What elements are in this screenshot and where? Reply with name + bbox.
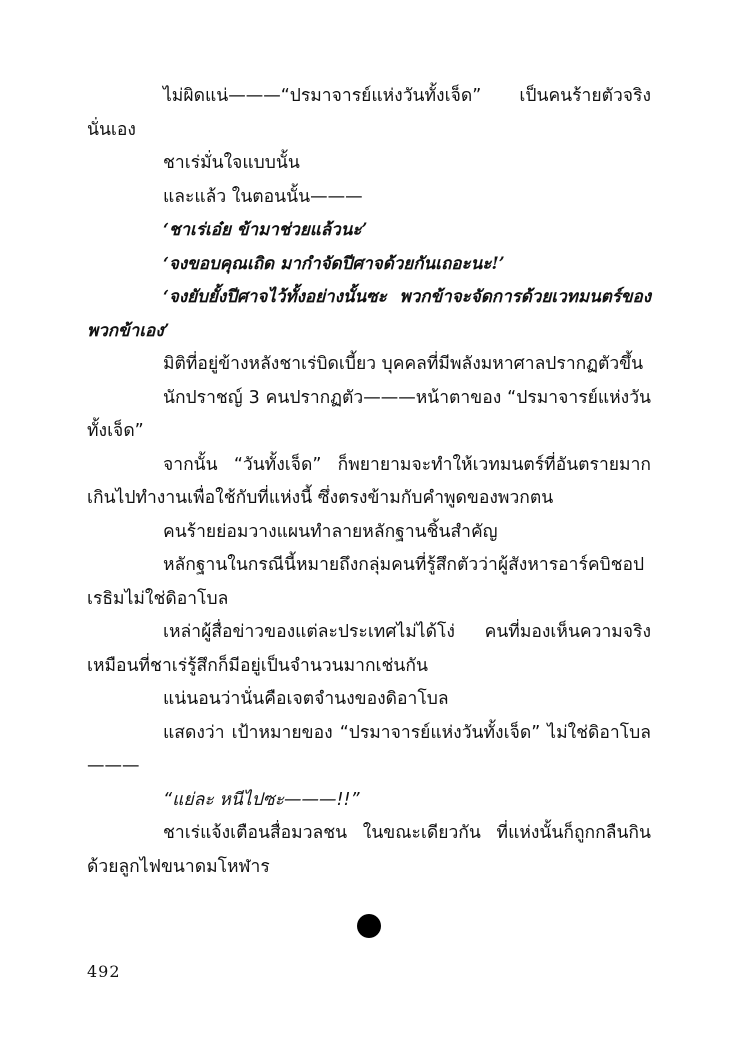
- paragraph: จากนั้น “วันทั้งเจ็ด” ก็พยายามจะทำให้เวทมนตร์ที่อันตรายมากเกินไปทำงานเพื่อใช้กับที่แห่งนี้ ซึ่งตรงข้ามกับคำพูดของพวกตน: [87, 454, 651, 508]
- paragraph: และแล้ว ในตอนนั้น———: [163, 186, 363, 207]
- paragraph: ไม่ผิดแน่———“ปรมาจารย์แห่งวันทั้งเจ็ด” เป็นคนร้ายตัวจริงนั่นเอง: [87, 86, 651, 140]
- paragraph: มิติที่อยู่ข้างหลังชาเร่บิดเบี้ยว บุคคลที่มีพลังมหาศาลปรากฏตัวขึ้น: [163, 354, 644, 374]
- italic-dialogue: “แย่ละ หนีไปซะ———!!”: [163, 789, 360, 810]
- bold-italic-dialogue: ‘จงขอบคุณเถิด มากำจัดปีศาจด้วยกันเถอะนะ!’: [163, 253, 505, 274]
- paragraph: แสดงว่า เป้าหมายของ “ปรมาจารย์แห่งวันทั้งเจ็ด” ไม่ใช่ดิอาโบล———: [87, 722, 651, 776]
- paragraph: เหล่าผู้สื่อข่าวของแต่ละประเทศไม่ได้โง่ คนที่มองเห็นความจริงเหมือนที่ชาเร่รู้สึกก็มีอยู่เป็นจำนวนมากเช่นกัน: [87, 622, 651, 676]
- body-text: [87, 80, 651, 884]
- paragraph: นักปราชญ์ 3 คนปรากฏตัว———หน้าตาของ “ปรมาจารย์แห่งวันทั้งเจ็ด”: [87, 387, 651, 441]
- paragraph: ชาเร่มั่นใจแบบนั้น: [163, 153, 300, 173]
- paragraph: แน่นอนว่านั่นคือเจตจำนงของดิอาโบล: [163, 689, 449, 709]
- paragraph: ชาเร่แจ้งเตือนสื่อมวลชน ในขณะเดียวกัน ที่แห่งนั้นก็ถูกกลืนกินด้วยลูกไฟขนาดมโหฬาร: [87, 823, 651, 877]
- bold-italic-dialogue: ‘จงยับยั้งปีศาจไว้ทั้งอย่างนั้นซะ พวกข้าจะจัดการด้วยเวทมนตร์ของพวกข้าเอง’: [87, 287, 651, 341]
- bold-italic-dialogue: ‘ชาเร่เอ๋ย ข้ามาช่วยแล้วนะ’: [163, 220, 368, 240]
- section-break-dot-icon: [357, 914, 381, 938]
- paragraph: หลักฐานในกรณีนี้หมายถึงกลุ่มคนที่รู้สึกตัวว่าผู้สังหารอาร์คบิชอปเรธิมไม่ใช่ดิอาโบล: [87, 555, 645, 609]
- paragraph: คนร้ายย่อมวางแผนทำลายหลักฐานชิ้นสำคัญ: [163, 521, 498, 542]
- page-number: 492: [87, 962, 121, 981]
